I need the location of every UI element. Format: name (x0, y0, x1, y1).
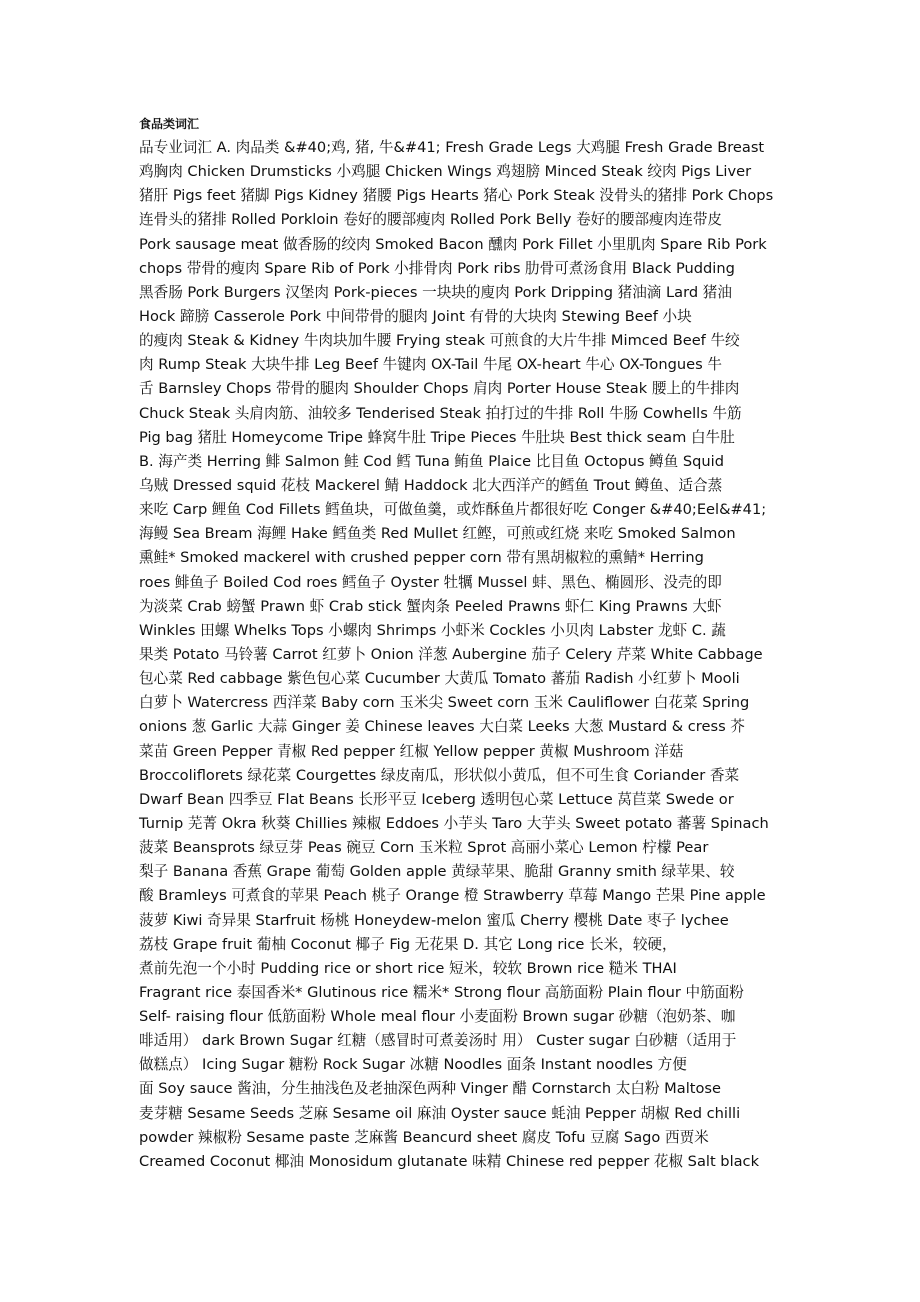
text-line: Pig bag 猪肚 Homeycome Tripe 蜂窝牛肚 Tripe Pieces 牛肚块 Best thick seam 白牛肚 (139, 428, 735, 446)
text-line: 鸡胸肉 Chicken Drumsticks 小鸡腿 Chicken Wings 鸡翅膀 Minced Steak 绞肉 Pigs Liver (139, 163, 752, 181)
text-line: Fragrant rice 泰国香米* Glutinous rice 糯米* Strong flour 高筋面粉 Plain flour 中筋面粉 (139, 983, 744, 1001)
text-line: Hock 蹄膀 Casserole Pork 中间带骨的腿肉 Joint 有骨的大块肉 Stewing Beef 小块 (139, 307, 692, 325)
text-line: Chuck Steak 头肩肉筋、油较多 Tenderised Steak 拍打过的牛排 Roll 牛肠 Cowhells 牛筋 (139, 404, 742, 422)
text-line: 酸 Bramleys 可煮食的苹果 Peach 桃子 Orange 橙 Strawberry 草莓 Mango 芒果 Pine apple (139, 887, 766, 905)
text-line: 为淡菜 Crab 螃蟹 Prawn 虾 Crab stick 蟹肉条 Peeled Prawns 虾仁 King Prawns 大虾 (139, 597, 722, 615)
text-line: Creamed Coconut 椰油 Monosidum glutanate 味精 Chinese red pepper 花椒 Salt black (139, 1152, 760, 1170)
document-title: 食品类词汇 (139, 117, 200, 131)
text-line: onions 葱 Garlic 大蒜 Ginger 姜 Chinese leaves 大白菜 Leeks 大葱 Mustard & cress 芥 (139, 718, 745, 736)
text-line: chops 带骨的瘦肉 Spare Rib of Pork 小排骨肉 Pork ribs 肋骨可煮汤食用 Black Pudding (139, 259, 735, 277)
text-line: 海鳗 Sea Bream 海鲤 Hake 鳕鱼类 Red Mullet 红鲣，可煎或红烧 来吃 Smoked Salmon (139, 525, 736, 543)
text-line: Winkles 田螺 Whelks Tops 小螺肉 Shrimps 小虾米 Cockles 小贝肉 Labster 龙虾 C. 蔬 (139, 621, 726, 639)
text-line: 乌贼 Dressed squid 花枝 Mackerel 鲭 Haddock 北大西洋产的鳕鱼 Trout 鳟鱼、适合蒸 (139, 476, 723, 494)
text-line: 荔枝 Grape fruit 葡柚 Coconut 椰子 Fig 无花果 D. 其它 Long rice 长米，较硬， (139, 935, 677, 953)
text-line: 舌 Barnsley Chops 带骨的腿肉 Shoulder Chops 肩肉 Porter House Steak 腰上的牛排肉 (139, 380, 740, 398)
text-line: 做糕点） Icing Sugar 糖粉 Rock Sugar 冰糖 Noodles 面条 Instant noodles 方便 (139, 1056, 687, 1074)
text-line: 黑香肠 Pork Burgers 汉堡肉 Pork-pieces 一块块的廋肉 Pork Dripping 猪油滴 Lard 猪油 (139, 283, 732, 301)
text-line: 煮前先泡一个小时 Pudding rice or short rice 短米，较软 Brown rice 糙米 THAI (139, 959, 677, 977)
text-line: 菜苗 Green Pepper 青椒 Red pepper 红椒 Yellow pepper 黄椒 Mushroom 洋菇 (139, 742, 684, 760)
text-line: powder 辣椒粉 Sesame paste 芝麻酱 Beancurd sheet 腐皮 Tofu 豆腐 Sago 西贾米 (139, 1128, 709, 1146)
text-line: 包心菜 Red cabbage 紫色包心菜 Cucumber 大黄瓜 Tomato 蕃茄 Radish 小红萝卜 Mooli (139, 670, 740, 688)
text-line: B. 海产类 Herring 鲱 Salmon 鲑 Cod 鳕 Tuna 鲔鱼 Plaice 比目鱼 Octopus 鳟鱼 Squid (139, 452, 724, 470)
text-line: 猪肝 Pigs feet 猪脚 Pigs Kidney 猪腰 Pigs Hearts 猪心 Pork Steak 没骨头的猪排 Pork Chops (139, 187, 774, 205)
document-body (139, 136, 839, 1174)
text-line: 的瘦肉 Steak & Kidney 牛肉块加牛腰 Frying steak 可煎食的大片牛排 Mimced Beef 牛绞 (139, 332, 740, 350)
text-line: 菠萝 Kiwi 奇异果 Starfruit 杨桃 Honeydew-melon 蜜瓜 Cherry 樱桃 Date 枣子 lychee (139, 911, 729, 929)
text-line: 啡适用） dark Brown Sugar 红糖（感冒时可煮姜汤时 用） Custer sugar 白砂糖（适用于 (139, 1032, 737, 1050)
text-line: 梨子 Banana 香蕉 Grape 葡萄 Golden apple 黄绿苹果、脆甜 Granny smith 绿苹果、较 (139, 863, 735, 881)
text-line: Self- raising flour 低筋面粉 Whole meal flour 小麦面粉 Brown sugar 砂糖（泡奶茶、咖 (139, 1008, 736, 1026)
text-line: Turnip 芜菁 Okra 秋葵 Chillies 辣椒 Eddoes 小芋头 Taro 大芋头 Sweet potato 蕃薯 Spinach (139, 814, 769, 832)
text-line: 麦芽糖 Sesame Seeds 芝麻 Sesame oil 麻油 Oyster sauce 蚝油 Pepper 胡椒 Red chilli (139, 1104, 741, 1122)
text-line: Dwarf Bean 四季豆 Flat Beans 长形平豆 Iceberg 透明包心菜 Lettuce 莴苣菜 Swede or (139, 790, 734, 808)
text-line: 连骨头的猪排 Rolled Porkloin 卷好的腰部瘦肉 Rolled Pork Belly 卷好的腰部瘦肉连带皮 (139, 211, 723, 229)
text-line: 品专业词汇 A. 肉品类 &#40;鸡, 猪, 牛&#41; Fresh Grade Legs 大鸡腿 Fresh Grade Breast (139, 139, 765, 156)
text-line: 面 Soy sauce 酱油，分生抽浅色及老抽深色两种 Vinger 醋 Cornstarch 太白粉 Maltose (139, 1080, 721, 1098)
text-line: 果类 Potato 马铃薯 Carrot 红萝卜 Onion 洋葱 Aubergine 茄子 Celery 芹菜 White Cabbage (139, 645, 763, 663)
text-line: roes 鲱鱼子 Boiled Cod roes 鳕鱼子 Oyster 牡犡 Mussel 蚌、黑色、椭圆形、没壳的即 (139, 573, 722, 591)
text-line: 白萝卜 Watercress 西洋菜 Baby corn 玉米尖 Sweet corn 玉米 Cauliflower 白花菜 Spring (139, 694, 750, 712)
text-line: 肉 Rump Steak 大块牛排 Leg Beef 牛键肉 OX-Tail 牛尾 OX-heart 牛心 OX-Tongues 牛 (139, 356, 722, 374)
text-line: 菠菜 Beansprots 绿豆芽 Peas 碗豆 Corn 玉米粒 Sprot 高丽小菜心 Lemon 柠檬 Pear (139, 839, 709, 857)
text-line: 熏鲑* Smoked mackerel with crushed pepper corn 带有黑胡椒粒的熏鲭* Herring (139, 549, 704, 567)
text-line: 来吃 Carp 鲤鱼 Cod Fillets 鳕鱼块，可做鱼羹，或炸酥鱼片都很好吃 Conger &#40;Eel&#41; (139, 501, 767, 519)
text-line: Broccoliflorets 绿花菜 Courgettes 绿皮南瓜，形状似小黄瓜，但不可生食 Coriander 香菜 (139, 766, 740, 784)
text-line: Pork sausage meat 做香肠的绞肉 Smoked Bacon 醺肉 Pork Fillet 小里肌肉 Spare Rib Pork (139, 235, 767, 253)
